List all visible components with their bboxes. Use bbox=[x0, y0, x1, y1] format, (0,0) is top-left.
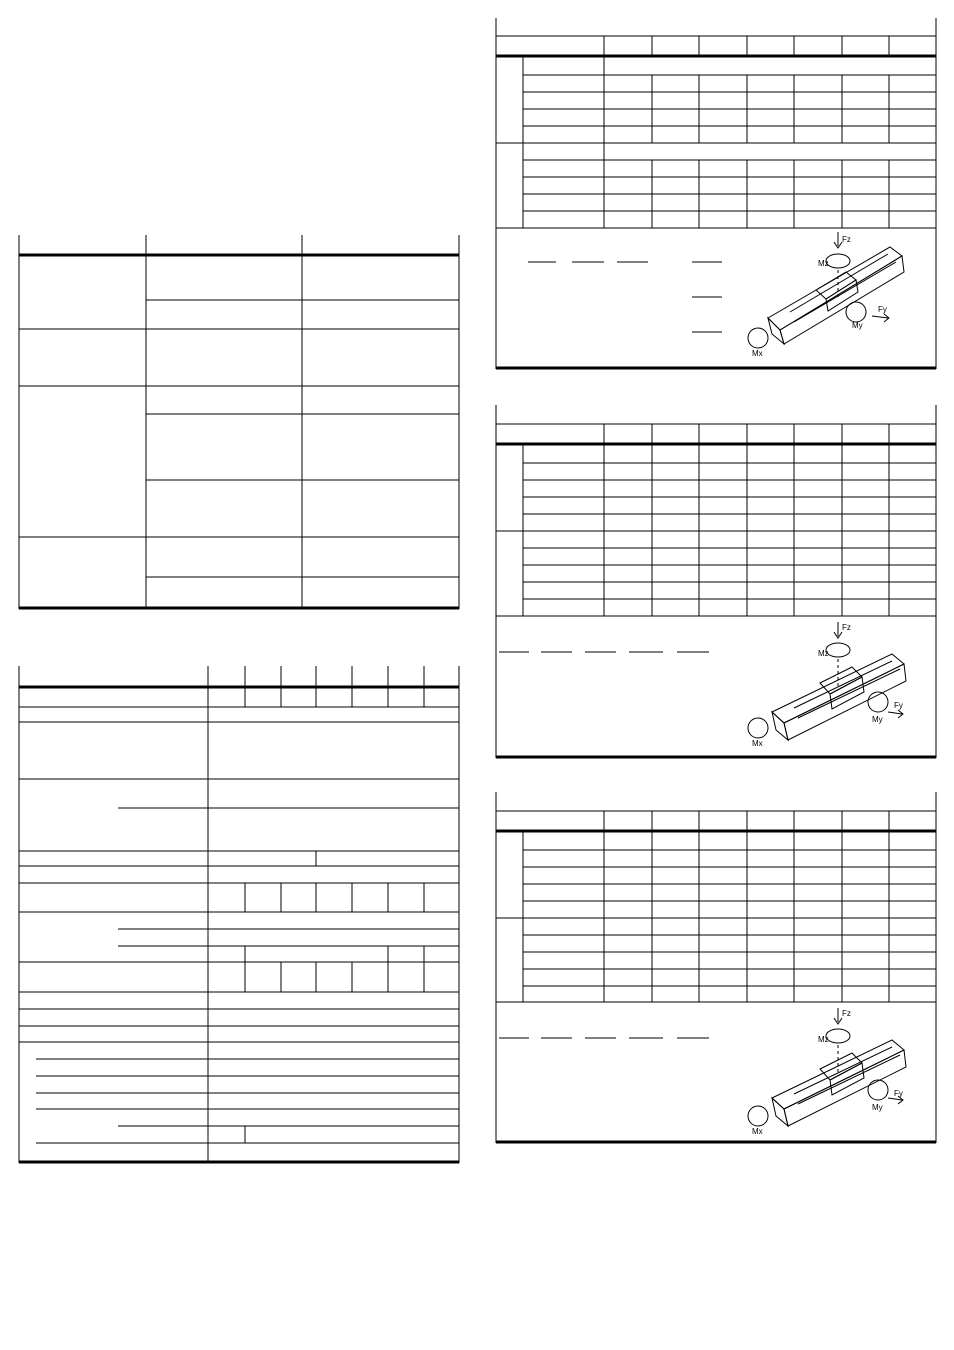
label-fz: Fz bbox=[842, 235, 851, 244]
label-fy: Fy bbox=[878, 305, 887, 314]
label-fy: Fy bbox=[894, 701, 903, 710]
label-mz: Mz bbox=[818, 259, 829, 268]
label-fz: Fz bbox=[842, 1009, 851, 1018]
label-mx: Mx bbox=[752, 739, 763, 748]
label-my: My bbox=[872, 715, 883, 724]
label-mz: Mz bbox=[818, 649, 829, 658]
label-fy: Fy bbox=[894, 1089, 903, 1098]
label-my: My bbox=[872, 1103, 883, 1112]
label-mx: Mx bbox=[752, 1127, 763, 1136]
label-mz: Mz bbox=[818, 1035, 829, 1044]
label-my: My bbox=[852, 321, 863, 330]
label-mx: Mx bbox=[752, 349, 763, 358]
label-fz: Fz bbox=[842, 623, 851, 632]
